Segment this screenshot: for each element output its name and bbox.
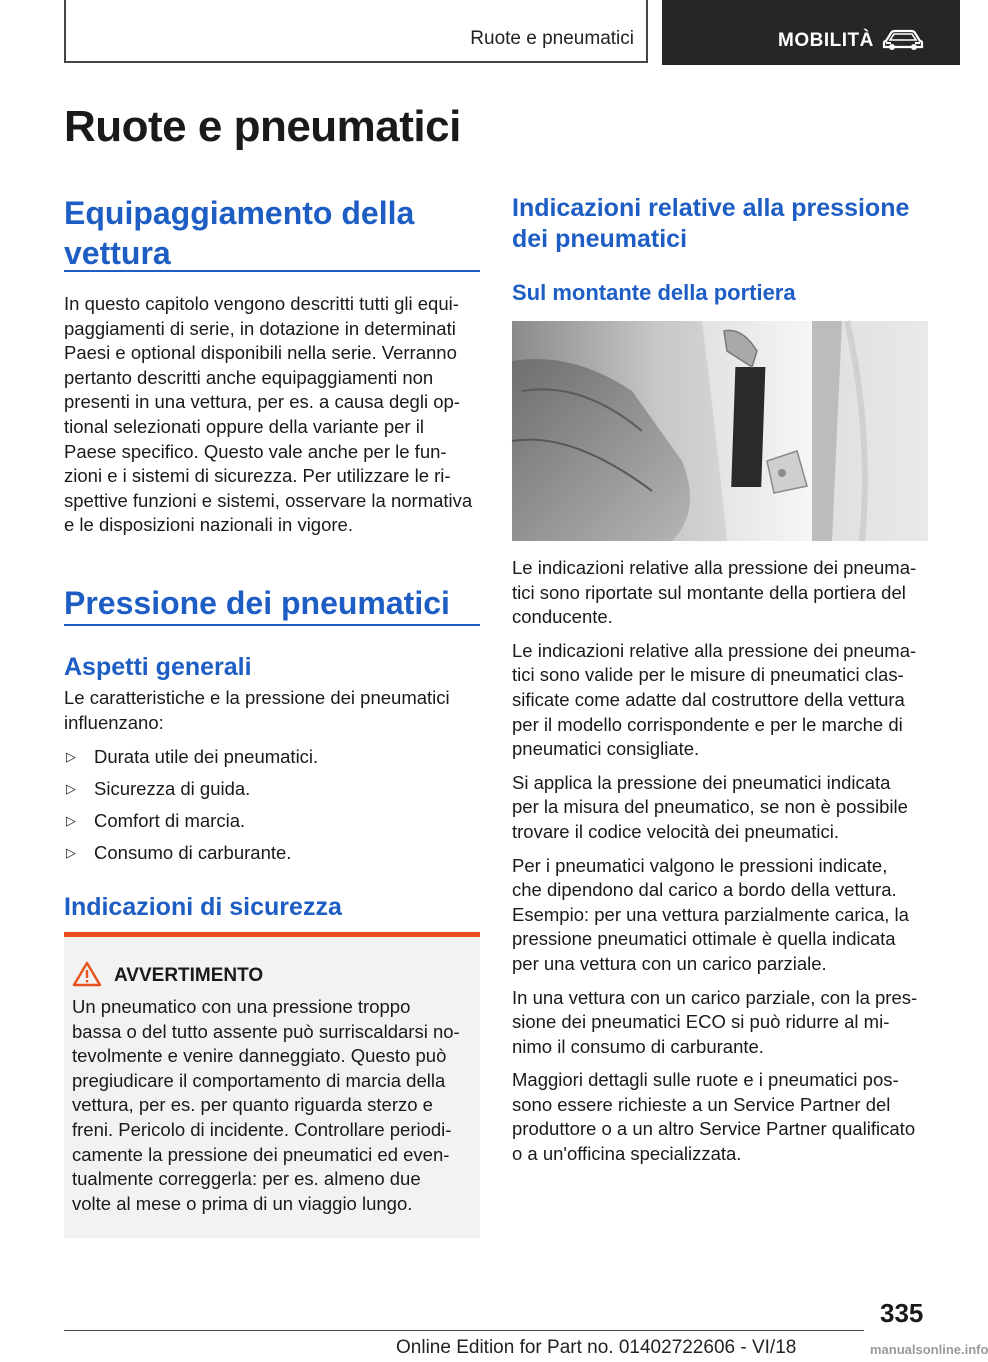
text-line: Le indicazioni relative alla pressione dei pneuma-	[512, 557, 917, 578]
text-line: Paese specifico. Questo vale anche per le fun-	[64, 440, 447, 462]
text-line: Le indicazioni relative alla pressione dei pneuma-	[512, 639, 917, 661]
text-line: produttore o a un altro Service Partner qualificato	[512, 1118, 916, 1140]
text-line: sono essere richieste a un Service Partner del	[512, 1093, 891, 1115]
right-body-text	[512, 556, 928, 1167]
paragraph	[512, 1068, 928, 1166]
warning-box	[64, 932, 480, 1238]
bullet-list	[64, 745, 480, 873]
general-text	[64, 686, 480, 735]
text-line: vettura, per es. per quanto riguarda sterzo e	[72, 1094, 433, 1116]
triangle-bullet-icon: ▷	[66, 813, 76, 828]
triangle-bullet-icon: ▷	[66, 749, 76, 764]
text-line: tici sono valide per le misure di pneumatici clas-	[512, 664, 904, 686]
text-line: Le caratteristiche e la pressione dei pneumatici	[64, 687, 450, 708]
text-line: per una vettura con un carico parziale.	[512, 952, 827, 974]
text-line: volte al mese o prima di un viaggio lungo.	[72, 1192, 413, 1214]
safety-heading: Indicazioni di sicurezza	[64, 893, 342, 921]
text-line: zioni e i sistemi di sicurezza. Per utilizzare le ri-	[64, 465, 451, 487]
text-line: conducente.	[512, 606, 613, 628]
triangle-bullet-icon: ▷	[66, 781, 76, 796]
text-line: tualmente correggerla: per es. almeno due	[72, 1168, 421, 1190]
list-item: ▷ Durata utile dei pneumatici.	[66, 746, 319, 767]
text-line: trovare il codice velocità dei pneumatici.	[512, 820, 839, 842]
list-item: ▷ Sicurezza di guida.	[66, 778, 251, 799]
text-line: Paesi e optional disponibili nella serie. Verranno	[64, 342, 457, 364]
text-line: Per i pneumatici valgono le pressioni indicate,	[512, 854, 888, 876]
text-line: sificate come adatte dal costruttore della vettura	[512, 688, 905, 710]
pressure-rule	[64, 624, 480, 626]
text-line: camente la pressione dei pneumatici ed even-	[72, 1143, 450, 1165]
text-line: per il modello corrispondente e per le marche di	[512, 713, 903, 735]
text-line: che dipendono dal carico a bordo della vettura.	[512, 879, 897, 901]
text-line: influenzano:	[64, 711, 164, 733]
footer-rule	[64, 1330, 864, 1331]
triangle-bullet-icon: ▷	[66, 845, 76, 860]
text-line: o a un'officina specializzata.	[512, 1143, 742, 1165]
pressure-heading: Pressione dei pneumatici	[64, 585, 450, 621]
general-heading: Aspetti generali	[64, 653, 252, 681]
text-line: spettive funzioni e sistemi, osservare la normativa	[64, 489, 473, 511]
text-line: pressione pneumatici ottimale è quella indicata	[512, 928, 896, 950]
text-line: In questo capitolo vengono descritti tutti gli equi-	[64, 293, 459, 314]
paragraph	[512, 771, 928, 845]
text-line: presenti in una vettura, per es. a causa degli op-	[64, 391, 460, 413]
header-section-box	[64, 0, 648, 63]
page-number: 335	[880, 1298, 924, 1328]
text-line: pneumatici consigliate.	[512, 738, 700, 760]
warning-text	[72, 995, 472, 1216]
text-line: pregiudicare il comportamento di marcia della	[72, 1069, 446, 1091]
equipment-rule	[64, 270, 480, 272]
text-line: tici sono riportate sul montante della portiera del	[512, 581, 906, 603]
paragraph	[512, 854, 928, 977]
text-line: per la misura del pneumatico, se non è possibile	[512, 796, 908, 818]
text-line: nimo il consumo di carburante.	[512, 1035, 764, 1057]
text-line: Esempio: per una vettura parzialmente carica, la	[512, 903, 909, 925]
list-item: ▷ Comfort di marcia.	[66, 810, 246, 831]
equipment-heading: Equipaggiamento della vettura	[64, 195, 415, 271]
paragraph	[512, 639, 928, 762]
info-heading: Indicazioni relative alla pressione dei pneumatici	[512, 194, 910, 253]
text-line: Un pneumatico con una pressione troppo	[72, 996, 411, 1017]
pillar-heading: Sul montante della portiera	[512, 280, 796, 305]
text-line: Si applica la pressione dei pneumatici indicata	[512, 771, 891, 793]
warning-triangle-icon	[72, 961, 102, 987]
text-line: sione dei pneumatici ECO si può ridurre al mi-	[512, 1011, 890, 1033]
footer-edition: Online Edition for Part no. 01402722606 - VI/18	[396, 1337, 797, 1358]
text-line: freni. Pericolo di incidente. Controllare periodi-	[72, 1118, 452, 1140]
text-line: e le disposizioni nazionali in vigore.	[64, 514, 353, 536]
text-line: In una vettura con un carico parziale, con la pres-	[512, 986, 918, 1008]
list-item: ▷ Consumo di carburante.	[66, 842, 292, 863]
car-icon	[882, 29, 924, 51]
text-line: bassa o del tutto assente può surriscaldarsi no-	[72, 1020, 460, 1042]
paragraph	[512, 986, 928, 1060]
paragraph	[512, 556, 928, 630]
footer-site-watermark: manualsonline.info	[870, 1342, 988, 1357]
text-line: tional selezionati oppure della variante per il	[64, 415, 424, 437]
door-pillar-photo	[512, 321, 928, 541]
text-line: Maggiori dettagli sulle ruote e i pneumatici pos-	[512, 1069, 899, 1091]
text-line: tevolmente e venire danneggiato. Questo può	[72, 1045, 447, 1067]
text-line: pertanto descritti anche equipaggiamenti non	[64, 366, 434, 388]
page-title: Ruote e pneumatici	[64, 102, 461, 151]
equipment-text	[64, 292, 480, 538]
warning-title: AVVERTIMENTO	[114, 965, 264, 986]
chapter-tab-label: MOBILITÀ	[778, 30, 874, 51]
text-line: paggiamenti di serie, in dotazione in determinati	[64, 317, 456, 339]
header-section-title: Ruote e pneumatici	[470, 28, 634, 49]
